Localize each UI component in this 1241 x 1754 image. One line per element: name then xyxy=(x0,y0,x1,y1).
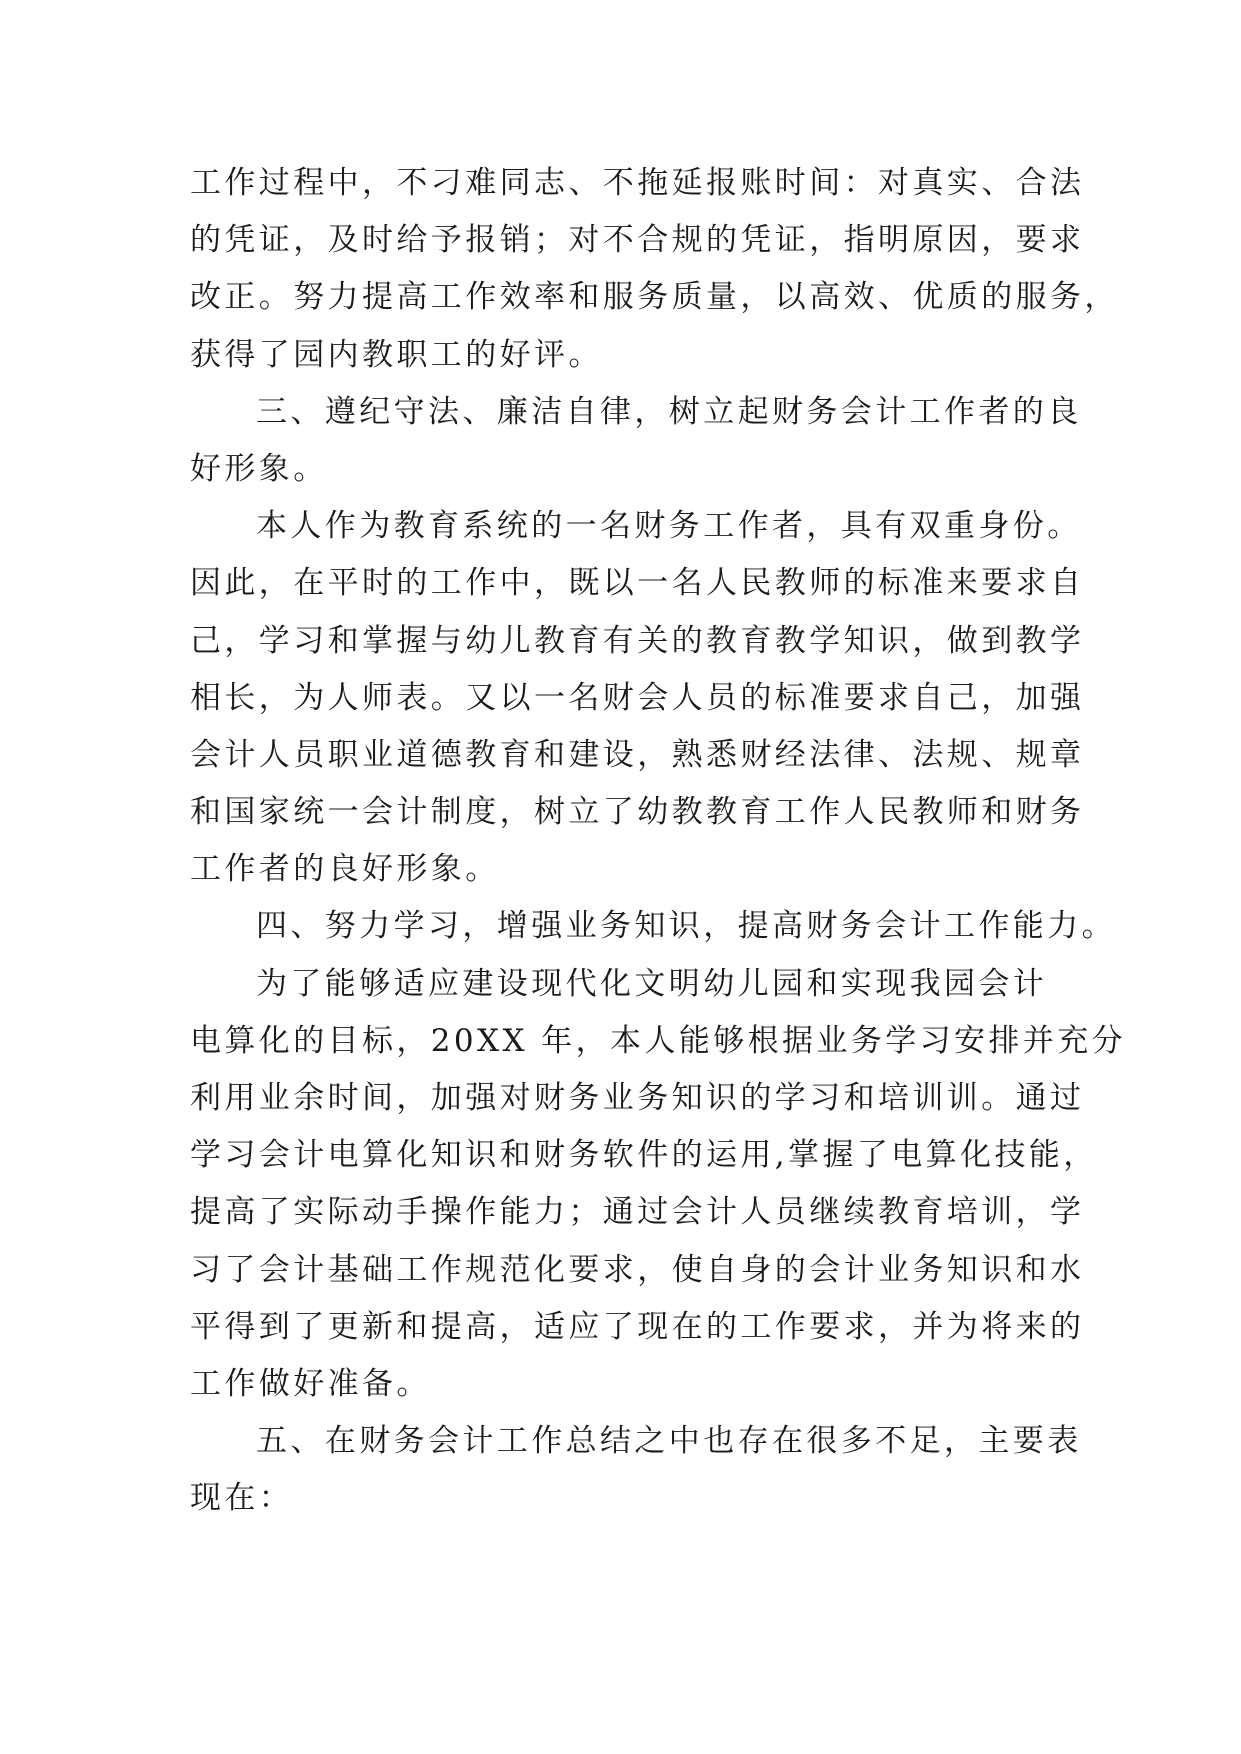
text-line: 好形象。 xyxy=(190,450,328,487)
section-heading-four: 四、努力学习，增强业务知识，提高财务会计工作能力。 xyxy=(256,908,1116,945)
text-line: 相长，为人师表。又以一名财会人员的标准要求自己，加强 xyxy=(190,679,1085,716)
text-line: 因此，在平时的工作中，既以一名人民教师的标准来要求自 xyxy=(190,565,1085,602)
paragraph-start: 为了能够适应建设现代化文明幼儿园和实现我园会计 xyxy=(256,965,1048,1002)
text-line: 的凭证，及时给予报销；对不合规的凭证，指明原因，要求 xyxy=(190,222,1085,259)
text-line: 和国家统一会计制度，树立了幼教教育工作人民教师和财务 xyxy=(190,794,1085,831)
text-line: 习了会计基础工作规范化要求，使自身的会计业务知识和水 xyxy=(190,1251,1085,1288)
text-line: 会计人员职业道德教育和建设，熟悉财经法律、法规、规章 xyxy=(190,736,1085,773)
text-line: 电算化的目标，20XX 年，本人能够根据业务学习安排并充分 xyxy=(190,1022,1127,1059)
text-line: 提高了实际动手操作能力；通过会计人员继续教育培训，学 xyxy=(190,1194,1085,1231)
text-line: 改正。努力提高工作效率和服务质量，以高效、优质的服务， xyxy=(190,279,1119,316)
text-line: 获得了园内教职工的好评。 xyxy=(190,336,603,373)
section-heading-three: 三、遵纪守法、廉洁自律，树立起财务会计工作者的良 xyxy=(256,393,1082,430)
text-line: 工作者的良好形象。 xyxy=(190,851,500,888)
text-line: 工作做好准备。 xyxy=(190,1365,431,1402)
text-line: 现在： xyxy=(190,1480,294,1517)
text-line: 学习会计电算化知识和财务软件的运用,掌握了电算化技能， xyxy=(190,1137,1098,1174)
text-line: 己，学习和掌握与幼儿教育有关的教育教学知识，做到教学 xyxy=(190,622,1085,659)
text-line: 平得到了更新和提高，适应了现在的工作要求，并为将来的 xyxy=(190,1308,1085,1345)
text-line: 利用业余时间，加强对财务业务知识的学习和培训训。通过 xyxy=(190,1080,1085,1116)
section-heading-five: 五、在财务会计工作总结之中也存在很多不足，主要表 xyxy=(256,1423,1082,1460)
text-line: 工作过程中，不刁难同志、不拖延报账时间：对真实、合法 xyxy=(190,165,1085,201)
paragraph-start: 本人作为教育系统的一名财务工作者，具有双重身份。 xyxy=(256,508,1082,545)
document-body xyxy=(190,155,1127,1528)
